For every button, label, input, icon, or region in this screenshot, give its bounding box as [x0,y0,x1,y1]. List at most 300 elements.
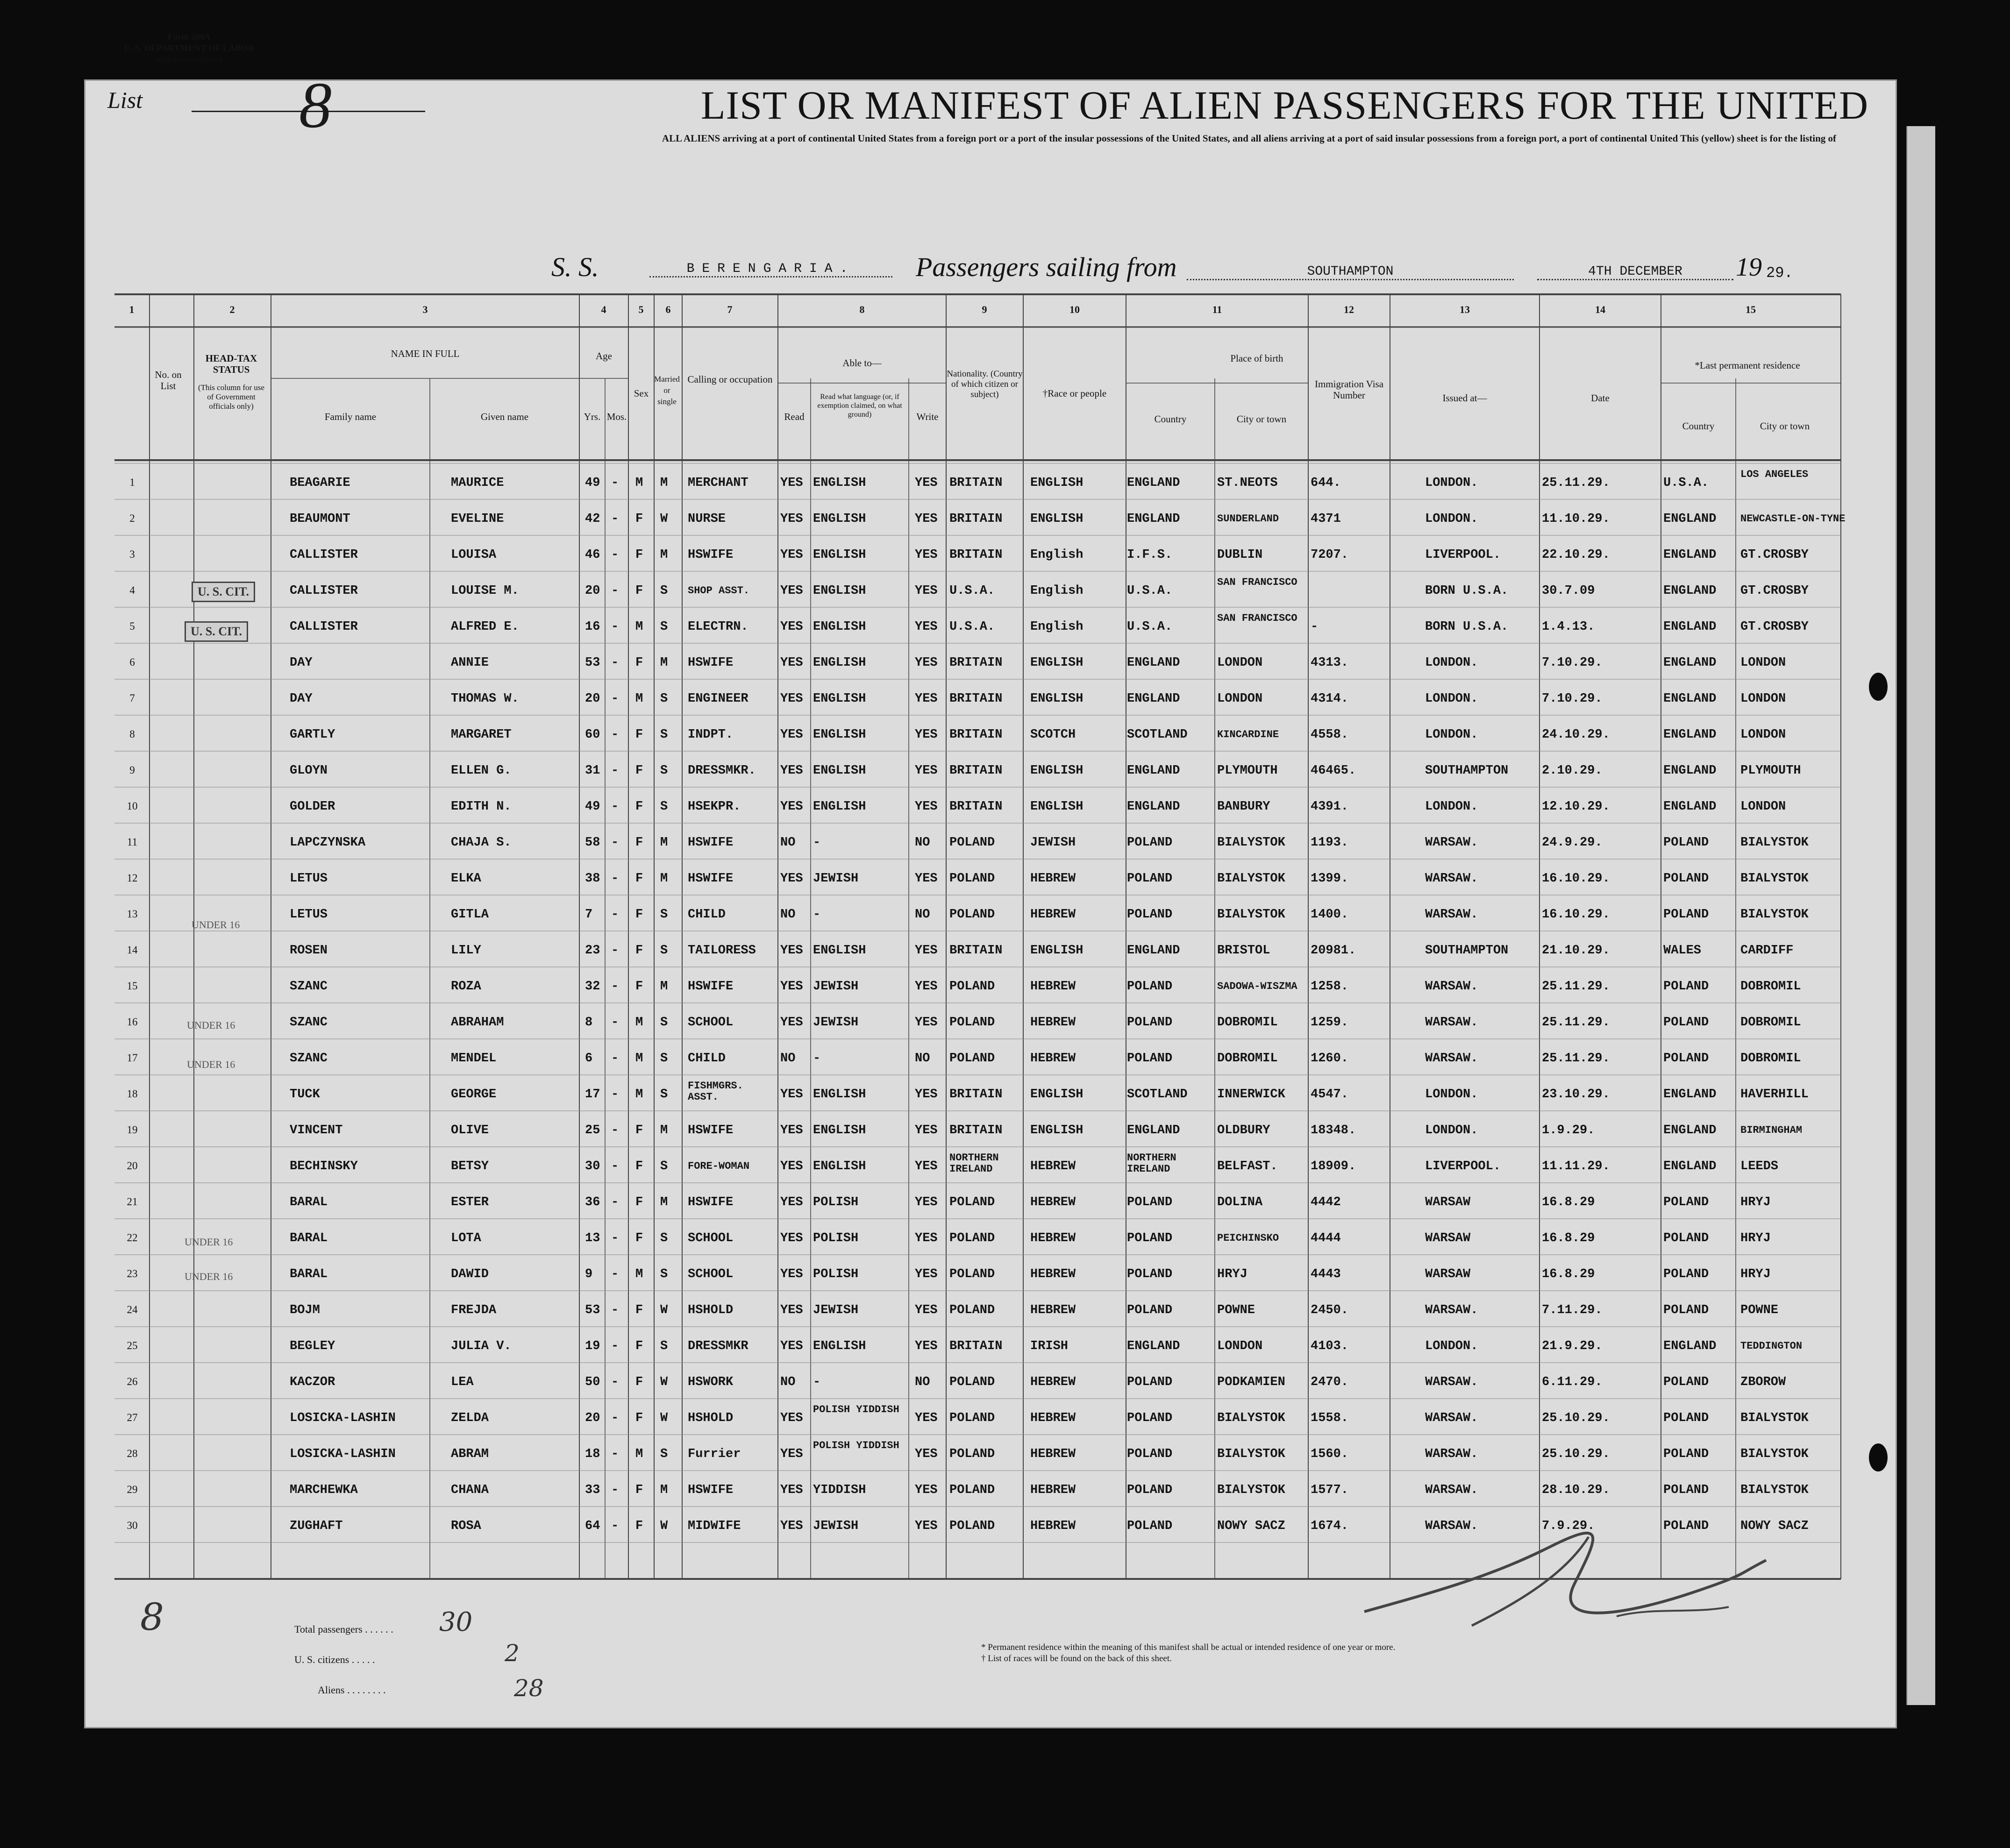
row-number: 8 [129,728,135,740]
cell-lang: ENGLISH [813,1339,866,1353]
cell-nat: POLAND [949,1483,995,1497]
cell-given: FREJDA [451,1303,497,1317]
cell-family: ZUGHAFT [290,1519,343,1533]
cell-read: YES [780,1231,803,1245]
cell-rcity: LONDON [1740,728,1786,742]
cell-occ: HSWORK [688,1375,734,1389]
cell-write: YES [915,1447,938,1461]
cell-bcity: SUNDERLAND [1217,513,1279,525]
cell-visa: 1399. [1311,872,1349,886]
cell-given: BETSY [451,1159,489,1173]
cell-bcity: SAN FRANCISCO [1217,612,1297,624]
cell-lang: ENGLISH [813,764,866,778]
year: 29. [1766,264,1793,282]
cell-date: 11.11.29. [1542,1159,1610,1173]
cell-nat: BRITAIN [949,1123,1003,1137]
row-number: 12 [127,872,138,884]
cell-rcountry: ENGLAND [1663,1339,1717,1353]
cell-given: OLIVE [451,1123,489,1137]
cell-visa: 1259. [1311,1016,1349,1030]
instructions: ALL ALIENS arriving at a port of continental United States from a foreign port or a port of the insular possessions of the United States, and all aliens arriving at a port of said insular possessions from a foreign port, a port of continental United This (yellow) sheet is for the listing of [662,133,1836,144]
cell-family: BEAGARIE [290,476,350,490]
cell-bcountry: POLAND [1127,908,1173,922]
header-language: Read what language (or, if exemption claimed, on what ground) [817,393,902,419]
cell-issued: WARSAW [1425,1195,1471,1209]
cell-rcountry: POLAND [1663,1052,1709,1066]
cell-given: ROZA [451,980,481,994]
cell-lang: ENGLISH [813,692,866,706]
cell-write: YES [915,692,938,706]
cell-rcountry: ENGLAND [1663,1087,1717,1102]
cell-rcity: BIALYSTOK [1740,836,1809,850]
cell-rcity: HRYJ [1740,1267,1771,1281]
cell-ms: M [660,1123,668,1137]
cell-write: YES [915,584,938,598]
cell-read: YES [780,1339,803,1353]
footnote-residence: * Permanent residence within the meaning of this manifest shall be actual or intended residence of one year or more. [981,1642,1396,1652]
cell-date: 1.9.29. [1542,1123,1595,1137]
header-given: Given name [480,411,529,422]
cell-occ: MERCHANT [688,476,748,490]
cell-family: CALLISTER [290,584,358,598]
cell-bcity: POWNE [1217,1303,1255,1317]
cell-bcountry: ENGLAND [1127,476,1180,490]
cell-write: YES [915,1195,938,1209]
cell-read: YES [780,656,803,670]
row-number: 30 [127,1520,138,1531]
cell-given: ELLEN G. [451,764,512,778]
cell-sex: M [635,620,643,634]
cell-given: CHANA [451,1483,489,1497]
cell-given: DAWID [451,1267,489,1281]
cell-family: DAY [290,656,313,670]
cell-rcountry: POLAND [1663,1483,1709,1497]
cell-occ: INDPT. [688,728,734,742]
header-birth-country: Country [1154,413,1187,425]
cell-date: 25.11.29. [1542,1016,1610,1030]
cell-lang: JEWISH [813,980,859,994]
cell-nat: POLAND [949,1447,995,1461]
cell-date: 2.10.29. [1542,764,1603,778]
cell-issued: WARSAW. [1425,908,1478,922]
cell-family: VINCENT [290,1123,343,1137]
row-number: 6 [129,656,135,668]
cell-read: YES [780,1447,803,1461]
cell-read: YES [780,872,803,886]
cell-race: English [1030,584,1083,598]
cell-date: 7.11.29. [1542,1303,1603,1317]
cell-mos: - [611,1052,619,1066]
cell-race: ENGLISH [1030,692,1083,706]
cell-rcity: HRYJ [1740,1195,1771,1209]
cell-given: ANNIE [451,656,489,670]
cell-visa: 1400. [1311,908,1349,922]
cell-ms: S [660,1267,668,1281]
cell-bcity: BIALYSTOK [1217,836,1285,850]
row-number: 3 [129,548,135,560]
cell-sex: F [635,1519,643,1533]
row-number: 15 [127,980,138,992]
cell-nat: U.S.A. [949,584,995,598]
cell-bcountry: POLAND [1127,1195,1173,1209]
cell-visa: 1674. [1311,1519,1349,1533]
cell-rcity: BIALYSTOK [1740,1411,1809,1425]
cell-occ: SCHOOL [688,1267,734,1281]
cell-family: BARAL [290,1231,328,1245]
cell-read: YES [780,1267,803,1281]
row-number: 10 [127,800,138,812]
cell-yrs: 8 [585,1016,593,1030]
cell-sex: M [635,1267,643,1281]
cell-read: YES [780,728,803,742]
cell-bcountry: SCOTLAND [1127,728,1188,742]
cell-mos: - [611,1123,619,1137]
cell-race: ENGLISH [1030,512,1083,526]
cell-read: YES [780,1483,803,1497]
cell-bcountry: ENGLAND [1127,944,1180,958]
cell-family: TUCK [290,1087,320,1102]
cell-ms: M [660,1195,668,1209]
cell-bcountry: POLAND [1127,1519,1173,1533]
cell-issued: BORN U.S.A. [1425,584,1509,598]
cell-race: HEBREW [1030,1195,1076,1209]
cell-family: CALLISTER [290,620,358,634]
cell-read: YES [780,944,803,958]
cell-read: YES [780,1303,803,1317]
cell-family: DAY [290,692,313,706]
cell-family: LOSICKA-LASHIN [290,1411,396,1425]
cell-bcountry: POLAND [1127,980,1173,994]
cell-ms: W [660,1303,668,1317]
cell-rcity: ZBOROW [1740,1375,1786,1389]
us-citizen-stamp: U. S. CIT. [185,621,248,642]
cell-lang: ENGLISH [813,476,866,490]
cell-date: 16.8.29 [1542,1195,1595,1209]
cell-occ: HSWIFE [688,836,734,850]
cell-yrs: 19 [585,1339,600,1353]
cell-bcity: LONDON [1217,1339,1263,1353]
cell-ms: S [660,1447,668,1461]
cell-lang: ENGLISH [813,620,866,634]
cell-sex: F [635,980,643,994]
cell-nat: POLAND [949,1519,995,1533]
cell-nat: BRITAIN [949,728,1003,742]
cell-visa: - [1311,620,1319,634]
cell-race: HEBREW [1030,1447,1076,1461]
cell-occ: HSHOLD [688,1411,734,1425]
cell-given: MARGARET [451,728,512,742]
cell-read: NO [780,908,796,922]
cell-read: YES [780,584,803,598]
cell-rcity: BIALYSTOK [1740,908,1809,922]
cell-write: YES [915,1267,938,1281]
cell-issued: WARSAW. [1425,1483,1478,1497]
cell-bcountry: ENGLAND [1127,692,1180,706]
cell-rcity: HRYJ [1740,1231,1771,1245]
cell-occ: Furrier [688,1447,741,1461]
cell-rcity: NOWY SACZ [1740,1519,1809,1533]
cell-date: 7.9.29. [1542,1519,1595,1533]
column-number: 11 [1212,304,1222,315]
cell-visa: 4442 [1311,1195,1341,1209]
cell-read: YES [780,1087,803,1102]
cell-visa: 4391. [1311,800,1349,814]
cell-bcity: DOBROMIL [1217,1016,1278,1030]
cell-yrs: 64 [585,1519,600,1533]
cell-ms: S [660,1052,668,1066]
cell-nat: BRITAIN [949,944,1003,958]
cell-bcountry: POLAND [1127,1016,1173,1030]
cell-sex: F [635,1303,643,1317]
cell-rcountry: POLAND [1663,872,1709,886]
cell-bcountry: POLAND [1127,1447,1173,1461]
cell-race: ENGLISH [1030,764,1083,778]
column-number: 2 [229,304,235,315]
cell-write: NO [915,908,930,922]
cell-race: HEBREW [1030,908,1076,922]
cell-bcity: BIALYSTOK [1217,1447,1285,1461]
cell-given: ALFRED E. [451,620,519,634]
cell-visa: 18909. [1311,1159,1356,1173]
cell-lang: ENGLISH [813,1087,866,1102]
cell-write: YES [915,1411,938,1425]
row-number: 21 [127,1196,138,1208]
cell-issued: LONDON. [1425,1339,1478,1353]
cell-race: SCOTCH [1030,728,1076,742]
cell-rcountry: ENGLAND [1663,548,1717,562]
cell-rcountry: WALES [1663,944,1702,958]
cell-mos: - [611,1411,619,1425]
cell-sex: F [635,728,643,742]
cell-yrs: 30 [585,1159,600,1173]
cell-occ: HSEKPR. [688,800,741,814]
list-number: 8 [299,69,332,142]
cell-bcountry: ENGLAND [1127,656,1180,670]
cell-sex: F [635,908,643,922]
cell-family: MARCHEWKA [290,1483,358,1497]
cell-rcity: GT.CROSBY [1740,620,1809,634]
cell-yrs: 50 [585,1375,600,1389]
us-citizen-stamp: U. S. CIT. [192,582,255,602]
cell-rcountry: ENGLAND [1663,800,1717,814]
cell-occ: CHILD [688,1052,726,1066]
header-married: Married or single [654,375,680,406]
row-number: 7 [129,692,135,704]
cell-family: BARAL [290,1195,328,1209]
cell-write: YES [915,1159,938,1173]
cell-race: JEWISH [1030,836,1076,850]
cell-occ: HSHOLD [688,1303,734,1317]
cell-visa: 4443 [1311,1267,1341,1281]
cell-issued: LONDON. [1425,1087,1478,1102]
cell-occ: ENGINEER [688,692,748,706]
header-no: No. on List [155,369,182,391]
cell-given: ABRAM [451,1447,489,1461]
cell-rcity: LONDON [1740,692,1786,706]
cell-race: English [1030,548,1083,562]
cell-sex: F [635,656,643,670]
cell-visa: 4444 [1311,1231,1341,1245]
cell-family: BEAUMONT [290,512,350,526]
cell-rcity: PLYMOUTH [1740,764,1801,778]
cell-rcity: CARDIFF [1740,944,1794,958]
header-able: Able to— [842,357,882,369]
cell-lang: POLISH [813,1267,859,1281]
cell-visa: 18348. [1311,1123,1356,1137]
handwritten-total: 30 [439,1607,473,1637]
cell-visa: 1258. [1311,980,1349,994]
cell-rcountry: POLAND [1663,1411,1709,1425]
cell-issued: LONDON. [1425,656,1478,670]
cell-bcountry: POLAND [1127,1267,1173,1281]
cell-nat: BRITAIN [949,692,1003,706]
cell-issued: WARSAW. [1425,1447,1478,1461]
cell-rcountry: POLAND [1663,1231,1709,1245]
cell-write: YES [915,1231,938,1245]
cell-read: YES [780,1519,803,1533]
cell-nat: BRITAIN [949,764,1003,778]
cell-yrs: 49 [585,800,600,814]
cell-family: SZANC [290,980,328,994]
cell-date: 21.9.29. [1542,1339,1603,1353]
cell-family: GOLDER [290,800,335,814]
cell-bcity: PODKAMIEN [1217,1375,1285,1389]
cell-write: YES [915,548,938,562]
cell-mos: - [611,548,619,562]
aliens-label: Aliens . . . . . . . . [318,1684,386,1696]
cell-ms: S [660,692,668,706]
cell-lang: JEWISH [813,1519,859,1533]
header-headtax: HEAD-TAX STATUS [205,353,257,375]
header-race: †Race or people [1042,388,1107,399]
cell-race: IRISH [1030,1339,1069,1353]
cell-ms: S [660,1231,668,1245]
cell-rcountry: ENGLAND [1663,1123,1717,1137]
cell-mos: - [611,764,619,778]
cell-sex: F [635,1123,643,1137]
cell-race: HEBREW [1030,1052,1076,1066]
cell-ms: S [660,584,668,598]
cell-ms: S [660,1087,668,1102]
cell-bcountry: POLAND [1127,1483,1173,1497]
row-number: 16 [127,1016,138,1028]
cell-rcountry: POLAND [1663,1267,1709,1281]
cell-visa: 20981. [1311,944,1356,958]
cell-nat: POLAND [949,1411,995,1425]
cell-rcountry: ENGLAND [1663,692,1717,706]
cell-read: YES [780,1159,803,1173]
cell-bcountry: ENGLAND [1127,512,1180,526]
cell-sex: M [635,1016,643,1030]
row-number: 5 [129,620,135,632]
column-number: 9 [982,304,987,315]
cell-date: 16.10.29. [1542,872,1610,886]
cell-rcountry: ENGLAND [1663,584,1717,598]
cell-read: YES [780,800,803,814]
cell-rcountry: ENGLAND [1663,656,1717,670]
row-number: 22 [127,1232,138,1244]
cell-occ: MIDWIFE [688,1519,741,1533]
handwritten-aliens: 28 [514,1675,544,1702]
header-birth-city: City or town [1236,413,1287,425]
cell-mos: - [611,1159,619,1173]
cell-bcountry: POLAND [1127,836,1173,850]
cell-rcity: TEDDINGTON [1740,1340,1803,1352]
column-number: 1 [129,304,135,315]
cell-ms: M [660,872,668,886]
cell-rcity: LOS ANGELES [1740,469,1809,480]
row-number: 27 [127,1412,138,1423]
cell-issued: WARSAW [1425,1267,1471,1281]
cell-rcity: DOBROMIL [1740,1016,1801,1030]
cell-write: YES [915,728,938,742]
cell-yrs: 20 [585,1411,600,1425]
cell-race: ENGLISH [1030,944,1083,958]
cell-bcity: PEICHINSKO [1217,1232,1279,1244]
cell-sex: F [635,944,643,958]
cell-write: YES [915,512,938,526]
cell-issued: LONDON. [1425,512,1478,526]
column-number: 6 [665,304,671,315]
cell-nat: BRITAIN [949,800,1003,814]
cell-issued: SOUTHAMPTON [1425,764,1509,778]
header-nationality: Nationality. (Country of which citizen or subject) [947,369,1023,399]
cell-occ: FISHMGRS. ASST. [688,1080,743,1103]
cell-nat: POLAND [949,836,995,850]
cell-nat: BRITAIN [949,1087,1003,1102]
cell-mos: - [611,620,619,634]
cell-date: 7.10.29. [1542,692,1603,706]
cell-write: YES [915,872,938,886]
cell-mos: - [611,1375,619,1389]
row-number: 13 [127,908,138,920]
cell-visa: 4547. [1311,1087,1349,1102]
cell-bcountry: POLAND [1127,1052,1173,1066]
cell-date: 22.10.29. [1542,548,1610,562]
cell-date: 7.10.29. [1542,656,1603,670]
cell-lang: ENGLISH [813,512,866,526]
cell-issued: WARSAW. [1425,1052,1478,1066]
row-number: 28 [127,1448,138,1459]
cell-ms: W [660,1375,668,1389]
under-16-stamp: UNDER 16 [187,1019,235,1031]
cell-lang: - [813,1375,821,1389]
cell-family: GARTLY [290,728,335,742]
cell-ms: S [660,908,668,922]
cell-sex: F [635,548,643,562]
cell-sex: M [635,1447,643,1461]
cell-nat: U.S.A. [949,620,995,634]
cell-rcountry: POLAND [1663,1016,1709,1030]
row-number: 14 [127,944,138,956]
cell-bcity: BIALYSTOK [1217,908,1285,922]
cell-visa: 1260. [1311,1052,1349,1066]
under-16-stamp: UNDER 16 [192,919,240,931]
cell-sex: F [635,1159,643,1173]
header-name: NAME IN FULL [391,348,460,359]
cell-bcountry: U.S.A. [1127,584,1173,598]
cell-ms: S [660,800,668,814]
cell-date: 12.10.29. [1542,800,1610,814]
cell-rcountry: ENGLAND [1663,512,1717,526]
cell-visa: 4103. [1311,1339,1349,1353]
cell-rcity: BIALYSTOK [1740,872,1809,886]
cell-lang: POLISH YIDDISH [813,1404,899,1415]
cell-sex: F [635,800,643,814]
cell-yrs: 13 [585,1231,600,1245]
cell-lang: POLISH [813,1195,859,1209]
cell-occ: HSWIFE [688,872,734,886]
